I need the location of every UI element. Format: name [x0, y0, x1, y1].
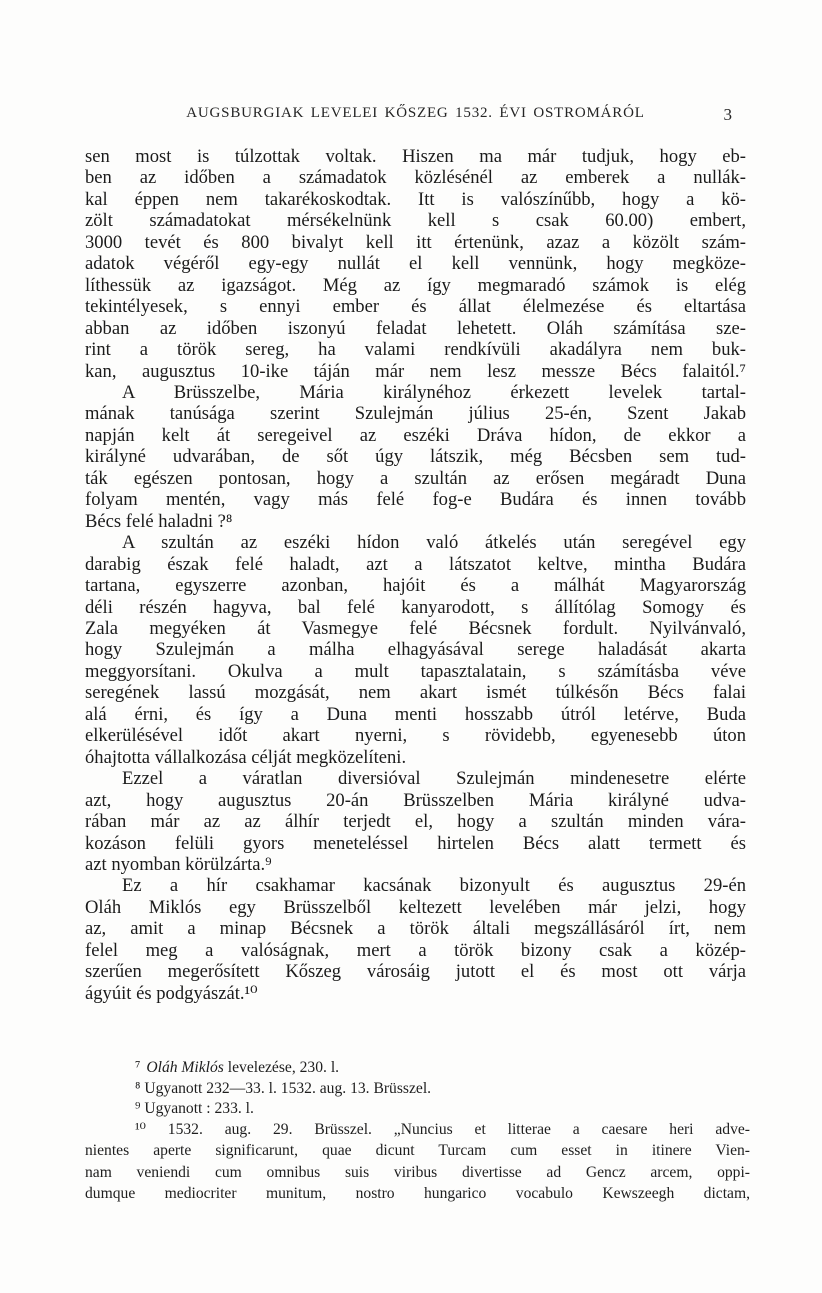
text-line: ták egészen pontosan, hogy a szultán az erősen megáradt Duna	[85, 467, 746, 489]
paragraph	[85, 768, 746, 875]
text-line: Oláh Miklós egy Brüsszelből keltezett levelében már jelzi, hogy	[85, 896, 746, 918]
page-number: 3	[723, 105, 732, 124]
text-line: rint a török sereg, ha valami rendkívüli akadályra nem buk-	[85, 339, 746, 361]
text-line: azt nyomban körülzárta.⁹	[85, 853, 272, 875]
text-line: ¹⁰ 1532. aug. 29. Brüsszel. „Nuncius et litterae a caesare heri adve-	[135, 1120, 750, 1138]
text-line: az, amit a minap Bécsnek a török általi megszállásáról írt, nem	[85, 918, 746, 940]
text-line: kozáson felüli gyors meneteléssel hirtelen Bécs alatt termett és	[85, 832, 746, 854]
text-line: felel meg a valóságnak, mert a török bizony csak a közép-	[85, 939, 746, 961]
text-line: Ez a hír csakhamar kacsának bizonyult és augusztus 29-én	[122, 875, 746, 897]
text-line: óhajtotta vállalkozása célját megközelíteni.	[85, 746, 407, 768]
footnote-7-author: Oláh Miklós	[146, 1059, 224, 1076]
text-line: Ezzel a váratlan diversióval Szulejmán mindenesetre elérte	[122, 768, 746, 790]
text-line: déli részén hagyva, bal felé kanyarodott, s állítólag Somogy és	[85, 596, 746, 618]
footnote-8: ⁸ Ugyanott 232—33. l. 1532. aug. 13. Brüsszel.	[135, 1079, 432, 1097]
text-line: tekintélyesek, s ennyi ember és állat élelmezése és eltartása	[85, 296, 746, 318]
text-line: királyné udvarában, de sőt úgy látszik, még Bécsben sem tud-	[85, 446, 746, 468]
text-line: kan, augusztus 10-ike táján már nem lesz messze Bécs falaitól.⁷	[85, 360, 746, 382]
text-line: elkerülésével időt akart nyerni, s rövidebb, egyenesebb úton	[85, 725, 746, 747]
text-line: darabig észak felé haladt, azt a látszatot keltve, mintha Budára	[85, 553, 746, 575]
text-line: dumque mediocriter munitum, nostro hungarico vocabulo Kewszeegh dictam,	[85, 1185, 750, 1203]
footnote-7-text: levelezése, 230. l.	[227, 1059, 340, 1076]
text-line: adatok végéről egy-egy nullát el kell vennünk, hogy megköze-	[85, 253, 746, 275]
paragraph	[85, 382, 746, 532]
text-line: A Brüsszelbe, Mária királynéhoz érkezett levelek tartal-	[122, 381, 746, 403]
text-line: szerűen megerősített Kőszeg városáig jutott el és most ott várja	[85, 961, 746, 983]
text-line: 3000 tevét és 800 bivalyt kell itt értenünk, azaz a közölt szám-	[85, 231, 746, 253]
text-line: rában már az az álhír terjedt el, hogy a szultán minden vára-	[85, 811, 746, 833]
text-line: mának tanúsága szerint Szulejmán július 25-én, Szent Jakab	[85, 403, 746, 425]
text-line: seregének lassú mozgását, nem akart ismét túlkésőn Bécs falai	[85, 682, 746, 704]
footnote-9: ⁹ Ugyanott : 233. l.	[135, 1100, 254, 1118]
paragraph	[85, 875, 746, 1004]
text-line: sen most is túlzottak voltak. Hiszen ma már tudjuk, hogy eb-	[85, 146, 746, 167]
body-text	[85, 146, 746, 1004]
text-line: líthessük az igazságot. Még az így megmaradó számok is elég	[85, 274, 746, 296]
text-line: Zala megyéken át Vasmegye felé Bécsnek fordult. Nyilvánvaló,	[85, 617, 746, 639]
text-line: tartana, egyszerre azonban, hajóit és a málhát Magyarország	[85, 575, 746, 597]
text-line: abban az időben iszonyú feladat lehetett. Oláh számítása sze-	[85, 317, 746, 339]
text-line: hogy Szulejmán a málha elhagyásával serege haladását akarta	[85, 639, 746, 661]
text-line: ben az időben a számadatok közlésénél az emberek a nullák-	[85, 167, 746, 189]
text-line: kal éppen nem takarékoskodtak. Itt is valószínűbb, hogy a kö-	[85, 188, 746, 210]
paragraph	[85, 146, 746, 382]
running-header-title: AUGSBURGIAK LEVELEI KŐSZEG 1532. ÉVI OSTROMÁRÓL	[186, 105, 645, 121]
text-line: nientes aperte significarunt, quae dicunt Turcam cum esset in itinere Vien-	[85, 1142, 750, 1160]
text-line: meggyorsítani. Okulva a mult tapasztalatain, s számításba véve	[85, 660, 746, 682]
running-header	[85, 105, 746, 127]
text-line: nam veniendi cum omnibus suis viribus divertisse ad Gencz arcem, oppi-	[85, 1163, 750, 1181]
footnote-10	[85, 1120, 750, 1206]
text-line: alá érni, és így a Duna menti hosszabb útról letérve, Buda	[85, 703, 746, 725]
footnote-7	[85, 1058, 750, 1079]
footnote-7-marker: ⁷	[135, 1059, 141, 1076]
text-line: ágyúit és podgyászát.¹⁰	[85, 982, 258, 1004]
footnotes	[85, 1058, 750, 1206]
text-line: folyam mentén, vagy más felé fog-e Budára és innen tovább	[85, 489, 746, 511]
text-line: A szultán az eszéki hídon való átkelés után seregével egy	[122, 532, 746, 554]
text-line: zölt számadatokat mérsékelnünk kell s csak 60.00) embert,	[85, 210, 746, 232]
paragraph	[85, 532, 746, 768]
text-line: azt, hogy augusztus 20-án Brüsszelben Mária királyné udva-	[85, 789, 746, 811]
text-line: napján kelt át seregeivel az eszéki Dráva hídon, de ekkor a	[85, 424, 746, 446]
text-line: Bécs felé haladni ?⁸	[85, 510, 233, 532]
